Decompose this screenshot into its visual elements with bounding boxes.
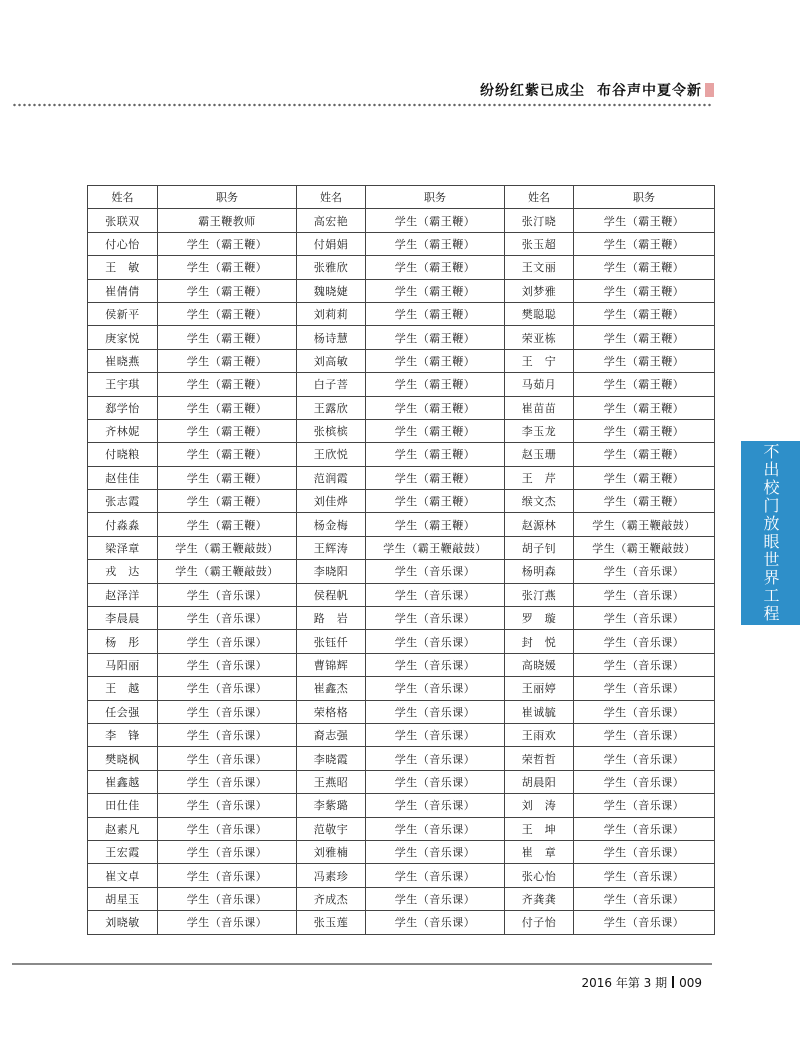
- table-row: [88, 794, 715, 817]
- name-cell: 王 越: [88, 677, 158, 700]
- name-cell: 崔文卓: [88, 864, 158, 887]
- role-cell: 学生（音乐课）: [574, 630, 715, 653]
- role-cell: 学生（音乐课）: [366, 653, 505, 676]
- role-cell: 学生（音乐课）: [574, 607, 715, 630]
- name-cell: 李 锋: [88, 723, 158, 746]
- role-cell: 学生（音乐课）: [574, 653, 715, 676]
- role-cell: 学生（音乐课）: [366, 794, 505, 817]
- name-cell: 崔晓燕: [88, 349, 158, 372]
- name-cell: 王宏霞: [88, 840, 158, 863]
- role-cell: 学生（音乐课）: [574, 770, 715, 793]
- name-cell: 刘梦雅: [505, 279, 574, 302]
- role-cell: 学生（音乐课）: [158, 607, 297, 630]
- name-cell: 荣哲哲: [505, 747, 574, 770]
- name-cell: 刘莉莉: [297, 302, 366, 325]
- role-cell: 学生（霸王鞭）: [366, 232, 505, 255]
- table-row: [88, 653, 715, 676]
- role-cell: 学生（霸王鞭）: [158, 396, 297, 419]
- name-cell: 刘 涛: [505, 794, 574, 817]
- name-cell: 高宏艳: [297, 209, 366, 232]
- role-cell: 学生（霸王鞭）: [574, 302, 715, 325]
- name-cell: 杨金梅: [297, 513, 366, 536]
- role-cell: 学生（音乐课）: [158, 864, 297, 887]
- table-row: [88, 911, 715, 934]
- role-cell: 学生（霸王鞭）: [574, 326, 715, 349]
- header-role: 职务: [158, 186, 297, 209]
- role-cell: 学生（霸王鞭）: [158, 232, 297, 255]
- name-cell: 王露欣: [297, 396, 366, 419]
- role-cell: 学生（音乐课）: [158, 840, 297, 863]
- header-name: 姓名: [297, 186, 366, 209]
- role-cell: 学生（音乐课）: [366, 723, 505, 746]
- name-cell: 崔倩倩: [88, 279, 158, 302]
- role-cell: 学生（音乐课）: [158, 911, 297, 934]
- role-cell: 学生（霸王鞭）: [574, 232, 715, 255]
- table-row: [88, 209, 715, 232]
- name-cell: 杨 彤: [88, 630, 158, 653]
- role-cell: 学生（霸王鞭）: [158, 373, 297, 396]
- role-cell: 学生（音乐课）: [158, 653, 297, 676]
- name-cell: 张心怡: [505, 864, 574, 887]
- role-cell: 学生（霸王鞭）: [366, 326, 505, 349]
- name-cell: 崔鑫杰: [297, 677, 366, 700]
- role-cell: 学生（音乐课）: [574, 864, 715, 887]
- name-cell: 高晓媛: [505, 653, 574, 676]
- name-cell: 胡子钊: [505, 536, 574, 559]
- name-cell: 张汀晓: [505, 209, 574, 232]
- name-cell: 樊晓枫: [88, 747, 158, 770]
- name-cell: 侯新平: [88, 302, 158, 325]
- role-cell: 学生（音乐课）: [366, 911, 505, 934]
- header-dotted-rule: [12, 103, 712, 107]
- table-row: [88, 536, 715, 559]
- role-cell: 学生（音乐课）: [574, 677, 715, 700]
- name-cell: 李紫璐: [297, 794, 366, 817]
- name-cell: 马茹月: [505, 373, 574, 396]
- name-cell: 马阳丽: [88, 653, 158, 676]
- role-cell: 学生（霸王鞭）: [366, 256, 505, 279]
- role-cell: 学生（音乐课）: [158, 794, 297, 817]
- role-cell: 学生（音乐课）: [366, 840, 505, 863]
- role-cell: 学生（音乐课）: [366, 677, 505, 700]
- role-cell: 学生（音乐课）: [366, 864, 505, 887]
- role-cell: 学生（霸王鞭敲鼓）: [158, 536, 297, 559]
- table-row: [88, 864, 715, 887]
- role-cell: 学生（音乐课）: [574, 723, 715, 746]
- name-cell: 张雅欣: [297, 256, 366, 279]
- name-cell: 缑文杰: [505, 490, 574, 513]
- name-cell: 范敬宇: [297, 817, 366, 840]
- table-row: [88, 232, 715, 255]
- name-cell: 王辉涛: [297, 536, 366, 559]
- name-cell: 裔志强: [297, 723, 366, 746]
- table-row: [88, 373, 715, 396]
- header-role: 职务: [366, 186, 505, 209]
- role-cell: 学生（霸王鞭）: [574, 209, 715, 232]
- name-cell: 郄学怡: [88, 396, 158, 419]
- page-number: 009: [679, 976, 702, 990]
- name-cell: 张玉莲: [297, 911, 366, 934]
- role-cell: 学生（霸王鞭敲鼓）: [574, 536, 715, 559]
- name-cell: 荣格格: [297, 700, 366, 723]
- name-cell: 曹锦辉: [297, 653, 366, 676]
- name-cell: 赵源林: [505, 513, 574, 536]
- role-cell: 学生（音乐课）: [366, 817, 505, 840]
- role-cell: 学生（音乐课）: [366, 630, 505, 653]
- issue-label: 2016 年第 3 期: [581, 976, 668, 990]
- table-row: [88, 419, 715, 442]
- name-cell: 李晓阳: [297, 560, 366, 583]
- name-cell: 罗 璇: [505, 607, 574, 630]
- role-cell: 学生（音乐课）: [366, 560, 505, 583]
- footer-separator: [672, 976, 674, 988]
- name-cell: 王 坤: [505, 817, 574, 840]
- role-cell: 学生（音乐课）: [366, 887, 505, 910]
- role-cell: 学生（霸王鞭）: [366, 209, 505, 232]
- role-cell: 学生（音乐课）: [158, 630, 297, 653]
- table-row: [88, 443, 715, 466]
- name-cell: 梁泽章: [88, 536, 158, 559]
- role-cell: 学生（音乐课）: [158, 887, 297, 910]
- footer-issue: [581, 974, 702, 991]
- name-cell: 王 敏: [88, 256, 158, 279]
- role-cell: 学生（音乐课）: [574, 560, 715, 583]
- role-cell: 学生（音乐课）: [366, 607, 505, 630]
- footer-rule: [12, 963, 712, 965]
- name-cell: 王 芹: [505, 466, 574, 489]
- name-cell: 荣亚栋: [505, 326, 574, 349]
- role-cell: 学生（音乐课）: [574, 840, 715, 863]
- role-cell: 学生（霸王鞭）: [574, 396, 715, 419]
- name-cell: 刘晓敏: [88, 911, 158, 934]
- header-name: 姓名: [505, 186, 574, 209]
- header-title-left: 纷纷红紫已成尘: [480, 83, 585, 99]
- table-row: [88, 677, 715, 700]
- name-cell: 付子怡: [505, 911, 574, 934]
- role-cell: 学生（音乐课）: [366, 700, 505, 723]
- role-cell: 学生（霸王鞭）: [366, 513, 505, 536]
- roster-table-body: [88, 209, 715, 934]
- table-row: [88, 700, 715, 723]
- role-cell: 学生（霸王鞭）: [158, 302, 297, 325]
- role-cell: 学生（音乐课）: [366, 770, 505, 793]
- role-cell: 学生（音乐课）: [574, 700, 715, 723]
- role-cell: 学生（霸王鞭）: [574, 349, 715, 372]
- role-cell: 学生（霸王鞭）: [574, 466, 715, 489]
- name-cell: 田仕佳: [88, 794, 158, 817]
- table-row: [88, 349, 715, 372]
- name-cell: 王雨欢: [505, 723, 574, 746]
- table-row: [88, 396, 715, 419]
- role-cell: 学生（音乐课）: [158, 583, 297, 606]
- name-cell: 齐成杰: [297, 887, 366, 910]
- name-cell: 付晓粮: [88, 443, 158, 466]
- role-cell: 学生（霸王鞭）: [158, 326, 297, 349]
- header-name: 姓名: [88, 186, 158, 209]
- role-cell: 学生（霸王鞭）: [574, 279, 715, 302]
- name-cell: 李晨晨: [88, 607, 158, 630]
- role-cell: 学生（霸王鞭）: [366, 396, 505, 419]
- name-cell: 王燕昭: [297, 770, 366, 793]
- name-cell: 齐龚龚: [505, 887, 574, 910]
- role-cell: 学生（音乐课）: [158, 817, 297, 840]
- name-cell: 付淼淼: [88, 513, 158, 536]
- header-color-mark: [705, 83, 714, 97]
- table-row: [88, 326, 715, 349]
- header-row: [88, 186, 715, 209]
- role-cell: 学生（霸王鞭）: [366, 490, 505, 513]
- name-cell: 侯程帆: [297, 583, 366, 606]
- role-cell: 学生（霸王鞭）: [366, 373, 505, 396]
- role-cell: 学生（音乐课）: [366, 583, 505, 606]
- role-cell: 学生（霸王鞭）: [158, 513, 297, 536]
- table-row: [88, 560, 715, 583]
- name-cell: 庚家悦: [88, 326, 158, 349]
- role-cell: 学生（霸王鞭）: [158, 466, 297, 489]
- name-cell: 赵泽洋: [88, 583, 158, 606]
- role-cell: 学生（霸王鞭）: [366, 279, 505, 302]
- table-row: [88, 256, 715, 279]
- role-cell: 学生（霸王鞭）: [366, 302, 505, 325]
- name-cell: 杨诗慧: [297, 326, 366, 349]
- name-cell: 张槟槟: [297, 419, 366, 442]
- table-row: [88, 279, 715, 302]
- name-cell: 白子菩: [297, 373, 366, 396]
- name-cell: 任会强: [88, 700, 158, 723]
- name-cell: 胡晨阳: [505, 770, 574, 793]
- table-row: [88, 490, 715, 513]
- name-cell: 王丽婷: [505, 677, 574, 700]
- table-row: [88, 583, 715, 606]
- name-cell: 张汀燕: [505, 583, 574, 606]
- name-cell: 封 悦: [505, 630, 574, 653]
- name-cell: 刘雅楠: [297, 840, 366, 863]
- role-cell: 学生（音乐课）: [158, 700, 297, 723]
- name-cell: 赵玉珊: [505, 443, 574, 466]
- role-cell: 学生（霸王鞭）: [158, 279, 297, 302]
- role-cell: 学生（霸王鞭）: [366, 443, 505, 466]
- name-cell: 李晓霞: [297, 747, 366, 770]
- name-cell: 刘高敏: [297, 349, 366, 372]
- role-cell: 学生（霸王鞭）: [366, 419, 505, 442]
- table-row: [88, 887, 715, 910]
- role-cell: 学生（霸王鞭）: [574, 490, 715, 513]
- role-cell: 学生（音乐课）: [158, 770, 297, 793]
- role-cell: 学生（音乐课）: [574, 794, 715, 817]
- header-role: 职务: [574, 186, 715, 209]
- role-cell: 学生（霸王鞭）: [574, 419, 715, 442]
- table-row: [88, 817, 715, 840]
- name-cell: 范润霞: [297, 466, 366, 489]
- role-cell: 学生（霸王鞭）: [366, 349, 505, 372]
- name-cell: 王 宁: [505, 349, 574, 372]
- name-cell: 赵佳佳: [88, 466, 158, 489]
- table-row: [88, 747, 715, 770]
- role-cell: 学生（霸王鞭）: [574, 256, 715, 279]
- role-cell: 学生（霸王鞭）: [158, 490, 297, 513]
- role-cell: 学生（音乐课）: [574, 583, 715, 606]
- role-cell: 学生（音乐课）: [366, 747, 505, 770]
- name-cell: 冯素珍: [297, 864, 366, 887]
- role-cell: 学生（音乐课）: [574, 887, 715, 910]
- name-cell: 魏晓婕: [297, 279, 366, 302]
- role-cell: 学生（霸王鞭）: [158, 256, 297, 279]
- name-cell: 胡星玉: [88, 887, 158, 910]
- table-row: [88, 302, 715, 325]
- role-cell: 学生（音乐课）: [158, 723, 297, 746]
- table-row: [88, 723, 715, 746]
- name-cell: 崔诚毓: [505, 700, 574, 723]
- name-cell: 李玉龙: [505, 419, 574, 442]
- name-cell: 张钰仟: [297, 630, 366, 653]
- table-row: [88, 630, 715, 653]
- name-cell: 赵素凡: [88, 817, 158, 840]
- role-cell: 学生（霸王鞭敲鼓）: [366, 536, 505, 559]
- role-cell: 学生（音乐课）: [574, 747, 715, 770]
- role-cell: 学生（霸王鞭）: [158, 419, 297, 442]
- name-cell: 王欣悦: [297, 443, 366, 466]
- side-tab-label: 不出校门放眼世界工程: [761, 443, 780, 623]
- role-cell: 学生（霸王鞭）: [574, 443, 715, 466]
- role-cell: 学生（霸王鞭）: [158, 349, 297, 372]
- role-cell: 学生（音乐课）: [158, 747, 297, 770]
- role-cell: 学生（霸王鞭敲鼓）: [158, 560, 297, 583]
- name-cell: 崔苗苗: [505, 396, 574, 419]
- name-cell: 崔鑫越: [88, 770, 158, 793]
- name-cell: 张联双: [88, 209, 158, 232]
- name-cell: 杨明森: [505, 560, 574, 583]
- roster-table-header: [88, 186, 715, 209]
- name-cell: 崔 章: [505, 840, 574, 863]
- role-cell: 学生（霸王鞭敲鼓）: [574, 513, 715, 536]
- role-cell: 学生（霸王鞭）: [366, 466, 505, 489]
- role-cell: 学生（音乐课）: [158, 677, 297, 700]
- role-cell: 学生（霸王鞭）: [158, 443, 297, 466]
- roster-table: [87, 185, 715, 935]
- table-row: [88, 770, 715, 793]
- name-cell: 王文丽: [505, 256, 574, 279]
- name-cell: 王宇琪: [88, 373, 158, 396]
- name-cell: 付心怡: [88, 232, 158, 255]
- name-cell: 路 岩: [297, 607, 366, 630]
- role-cell: 霸王鞭教师: [158, 209, 297, 232]
- name-cell: 付娟娟: [297, 232, 366, 255]
- name-cell: 刘佳烨: [297, 490, 366, 513]
- table-row: [88, 840, 715, 863]
- role-cell: 学生（音乐课）: [574, 817, 715, 840]
- role-cell: 学生（霸王鞭）: [574, 373, 715, 396]
- name-cell: 戎 达: [88, 560, 158, 583]
- table-row: [88, 607, 715, 630]
- name-cell: 张志霞: [88, 490, 158, 513]
- header-title-right: 布谷声中夏令新: [597, 83, 702, 99]
- table-row: [88, 466, 715, 489]
- role-cell: 学生（音乐课）: [574, 911, 715, 934]
- name-cell: 樊聪聪: [505, 302, 574, 325]
- name-cell: 张玉超: [505, 232, 574, 255]
- name-cell: 齐林妮: [88, 419, 158, 442]
- table-row: [88, 513, 715, 536]
- running-header: [480, 80, 702, 100]
